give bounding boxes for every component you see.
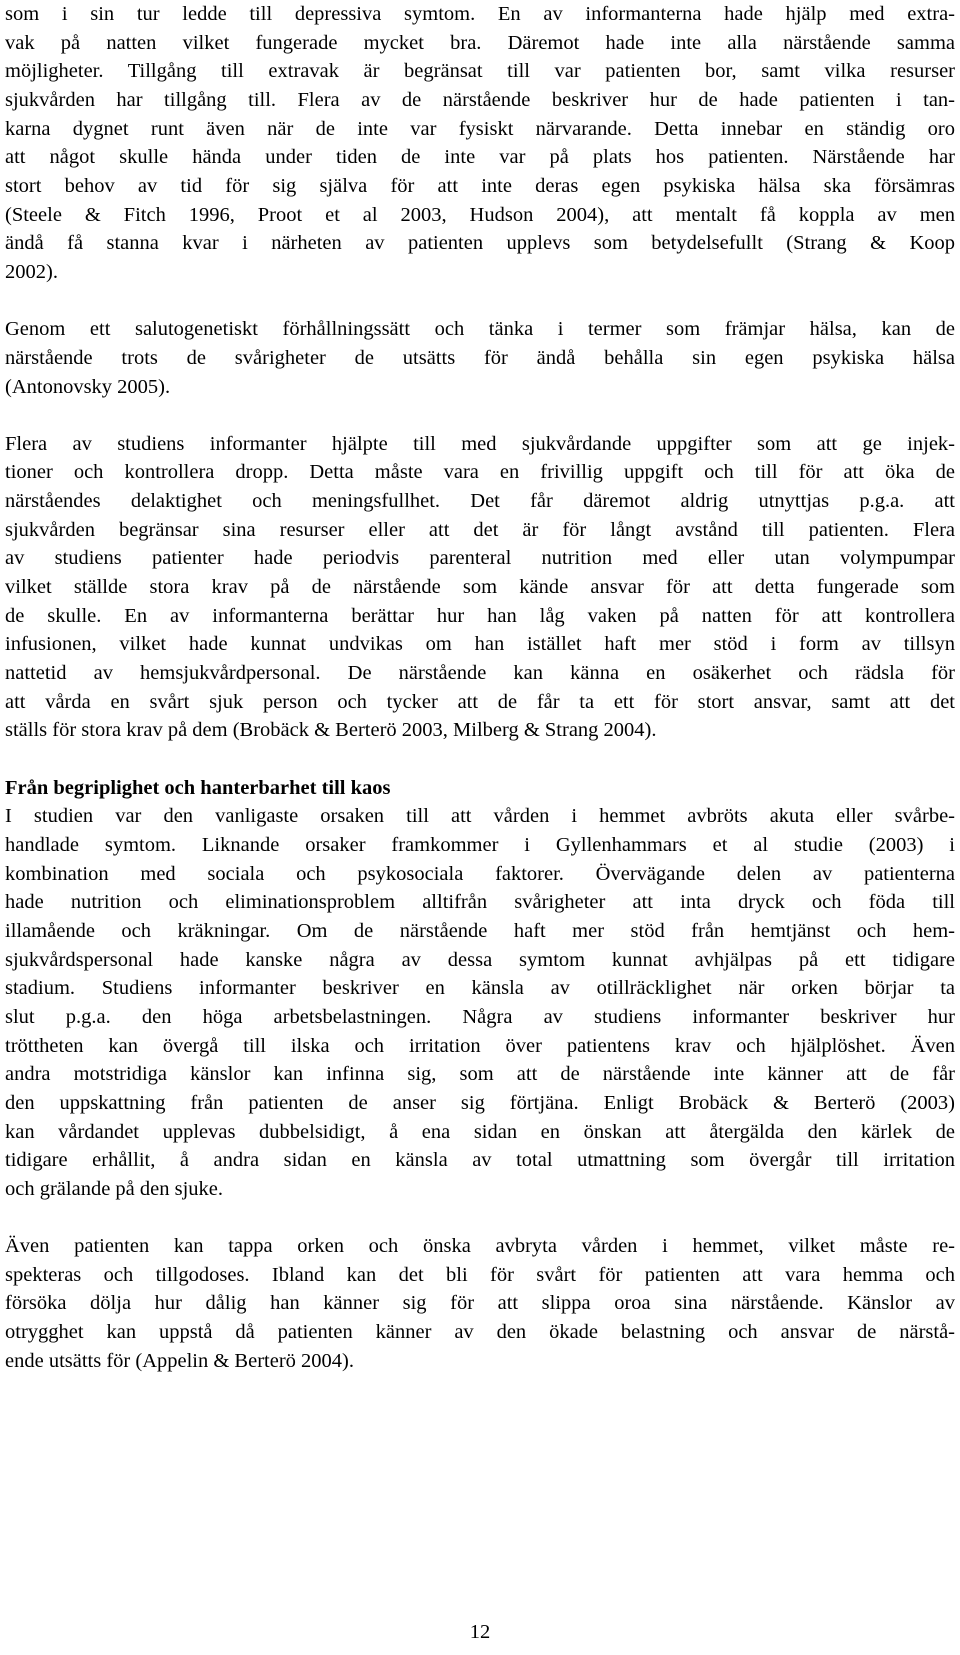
text-line: andra motstridiga känslor kan infinna sig, som att de närstående inte känner att de får [5,1063,955,1086]
text-line: tidigare erhållit, å andra sidan en känsla av total utmattning som övergår till irritation [5,1149,955,1172]
text-line: av studiens patienter hade periodvis parenteral nutrition med eller utan volympumpar [5,547,955,570]
section-heading: Från begriplighet och hanterbarhet till kaos [5,776,391,799]
text-line: vak på natten vilket fungerade mycket bra. Däremot hade inte alla närstående samma [5,31,955,54]
text-line: tröttheten kan övergå till ilska och irritation över patientens krav och hjälplöshet. Även [5,1034,955,1057]
text-line: närståendes delaktighet och meningsfullhet. Det får däremot aldrig utnyttjas p.g.a. att [5,490,955,513]
text-line: Flera av studiens informanter hjälpte till med sjukvårdande uppgifter som att ge injek- [5,432,955,455]
text-line: slut p.g.a. den höga arbetsbelastningen. Några av studiens informanter beskriver hur [5,1005,955,1028]
text-line: 2002). [5,260,58,283]
text-line: som i sin tur ledde till depressiva symtom. En av informanterna hade hjälp med extra- [5,3,955,25]
text-line: hade nutrition och eliminationsproblem alltifrån svårigheter att inta dryck och föda till [5,891,955,914]
text-line: sjukvårdspersonal hade kanske några av dessa symtom kunnat avhjälpas på ett tidigare [5,948,955,971]
text-line: att något skulle hända under tiden de inte var på plats hos patienten. Närstående har [5,146,955,169]
document-page [5,0,955,1375]
text-line: försöka dölja hur dålig han känner sig för att slippa oroa sina närstående. Känslor av [5,1292,955,1315]
text-line: ställs för stora krav på dem (Brobäck & Berterö 2003, Milberg & Strang 2004). [5,719,657,742]
paragraph-spacer [5,1204,955,1233]
text-line: stort behov av tid för sig själva för att inte deras egen psykiska hälsa ska försämras [5,174,955,197]
text-line: ändå få stanna kvar i närheten av patienten upplevs som betydelsefullt (Strang & Koop [5,232,955,255]
text-line: infusionen, vilket hade kunnat undvikas om han istället haft mer stöd i form av tillsyn [5,633,955,656]
text-line: karna dygnet runt även när de inte var fysiskt närvarande. Detta innebar en ständig oro [5,117,955,140]
text-line: (Antonovsky 2005). [5,375,171,398]
page-number: 12 [469,1621,491,1643]
text-line: kan vårdandet upplevas dubbelsidigt, å ena sidan en önskan att återgälda den kärlek de [5,1120,955,1143]
text-line: sjukvården begränsar sina resurser eller att det är för långt avstånd till patienten. Flera [5,518,955,541]
text-line: stadium. Studiens informanter beskriver en känsla av otillräcklighet när orken börjar ta [5,977,955,1000]
text-line: och grälande på den sjuke. [5,1177,224,1200]
paragraph [5,430,955,745]
text-line: illamående och kräkningar. Om de närstående haft mer stöd från hemtjänst och hem- [5,919,955,942]
text-line: nattetid av hemsjukvårdpersonal. De närstående kan känna en osäkerhet och rädsla för [5,662,955,685]
text-line: handlade symtom. Liknande orsaker framkommer i Gyllenhammars et al studie (2003) i [5,833,955,856]
text-line: ende utsätts för (Appelin & Berterö 2004). [5,1349,354,1372]
text-line: möjligheter. Tillgång till extravak är begränsat till var patienten bor, samt vilka resurser [5,60,955,83]
text-line: närstående trots de svårigheter de utsätts för ändå behålla sin egen psykiska hälsa [5,346,955,369]
text-line: spekteras och tillgodoses. Ibland kan det bli för svårt för patienten att vara hemma och [5,1263,955,1286]
text-line: den uppskattning från patienten de anser sig förtjäna. Enligt Brobäck & Berterö (2003) [5,1091,955,1114]
paragraph-spacer [5,745,955,774]
text-line: Även patienten kan tappa orken och önska avbryta vården i hemmet, vilket måste re- [5,1235,955,1258]
text-line: tioner och kontrollera dropp. Detta måste vara en frivillig uppgift och till för att öka de [5,461,955,484]
text-line: kombination med sociala och psykosociala faktorer. Övervägande delen av patienterna [5,862,955,885]
text-line: vilket ställde stora krav på de närstående som kände ansvar för att detta fungerade som [5,576,955,599]
text-line: otrygghet kan uppstå då patienten känner av den ökade belastning och ansvar de närstå- [5,1321,955,1344]
text-line: I studien var den vanligaste orsaken till att vården i hemmet avbröts akuta eller svårbe- [5,805,955,828]
paragraph-spacer [5,401,955,430]
text-line: att vårda en svårt sjuk person och tycker att de får ta ett för stort ansvar, samt att det [5,690,955,713]
paragraph [5,774,955,1204]
paragraph [5,315,955,401]
text-line: (Steele & Fitch 1996, Proot et al 2003, Hudson 2004), att mentalt få koppla av men [5,203,955,226]
paragraph-spacer [5,287,955,316]
text-line: Genom ett salutogenetiskt förhållningssätt och tänka i termer som främjar hälsa, kan de [5,318,955,341]
paragraph [5,0,955,287]
paragraph [5,1232,955,1375]
text-line: de skulle. En av informanterna berättar hur han låg vaken på natten för att kontrollera [5,604,955,627]
document-body [5,0,955,1375]
text-line: sjukvården har tillgång till. Flera av de närstående beskriver hur de hade patienten i tan- [5,88,955,111]
